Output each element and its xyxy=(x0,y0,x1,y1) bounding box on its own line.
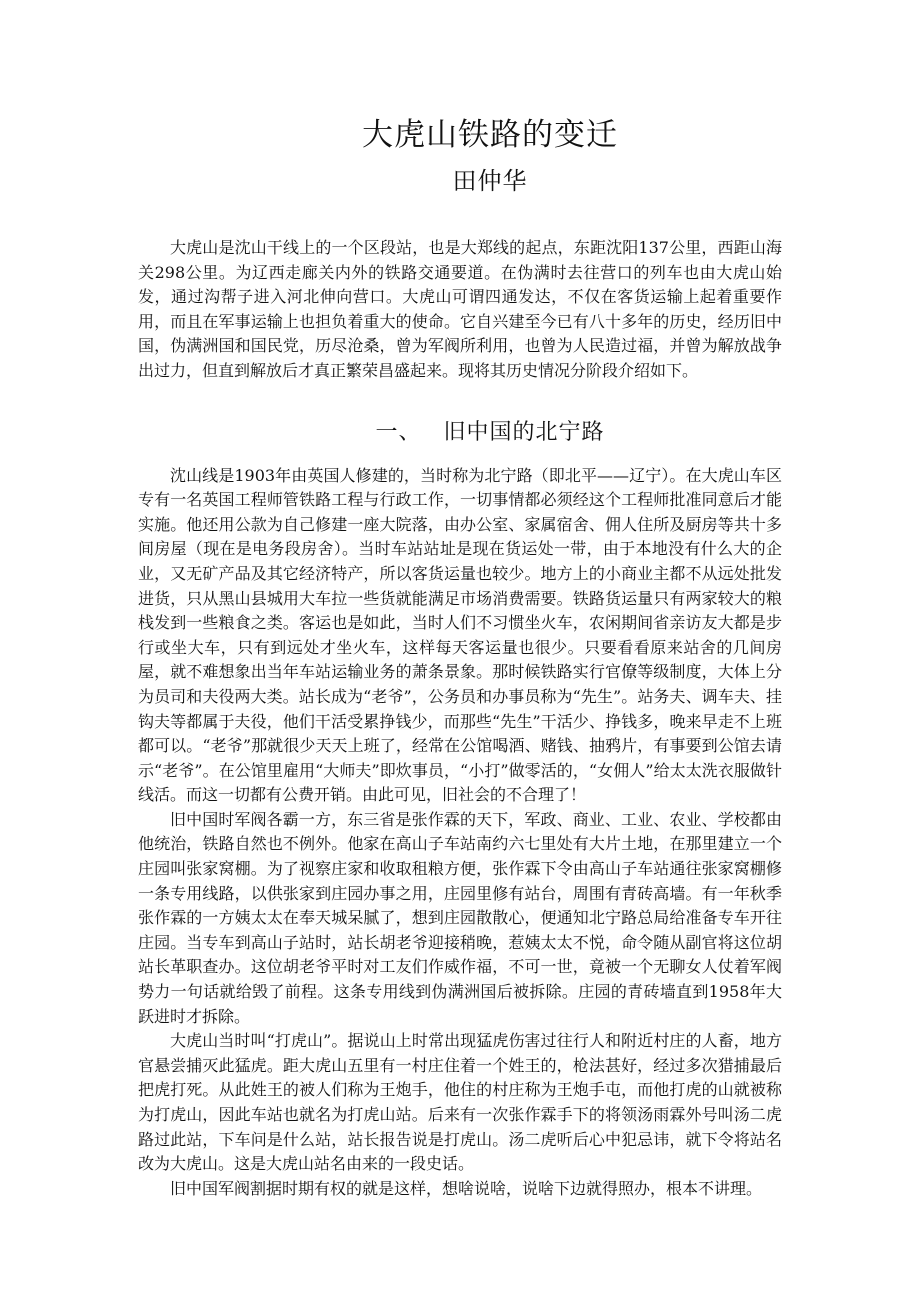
intro-section xyxy=(138,236,782,384)
body-paragraph: 旧中国军阀割据时期有权的就是这样，想啥说啥，说啥下边就得照办，根本不讲理。 xyxy=(170,1178,763,1198)
section-title: 旧中国的北宁路 xyxy=(443,419,605,445)
document-author: 田仲华 xyxy=(452,167,528,195)
body-paragraph: 沈山线是1903年由英国人修建的，当时称为北宁路（即北平——辽宁）。在大虎山车区专有一名英国工程师管铁路工程与行政工作，一切事情都必须经这个工程师批准同意后才能实施。他还用公款为自己修建一座大院落，由办公室、家属宿舍、佣人住所及厨房等共十多间房屋（现在是电务段房舍）。当时车站站址是现在货运处一带，由于本地没有什么大的企业，又无矿产品及其它经济特产，所以客货运量也较少。地方上的小商业主都不从远处批发进货，只从黑山县城用大车拉一些货就能满足市场消费需要。铁路货运量只有两家较大的粮栈发到一些粮食之类。客运也是如此，当时人们不习惯坐火车，农闲期间省亲访友大都是步行或坐大车，只有到远处才坐火车，这样每天客运量也很少。只要看看原来站舍的几间房屋，就不难想象出当年车站运输业务的萧条景象。那时候铁路实行官僚等级制度，大体上分为员司和夫役两大类。站长成为“老爷”，公务员和办事员称为“先生”。站务夫、调车夫、挂钩夫等都属于夫役，他们干活受累挣钱少，而那些“先生”干活少、挣钱多，晚来早走不上班都可以。“老爷”那就很少天天上班了，经常在公馆喝酒、赌钱、抽鸦片，有事要到公馆去请示“老爷”。在公馆里雇用“大师夫”即炊事员，“小打”做零活的，“女佣人”给太太洗衣服做针线活。而这一切都有公费开销。由此可见，旧社会的不合理了！ xyxy=(138,465,782,805)
body-paragraph: 旧中国时军阀各霸一方，东三省是张作霖的天下，军政、商业、工业、农业、学校都由他统治，铁路自然也不例外。他家在高山子车站南约六七里处有大片土地，在那里建立一个庄园叫张家窝棚。为了视察庄家和收取租粮方便，张作霖下令由高山子车站通往张家窝棚修一条专用线路，以供张家到庄园办事之用，庄园里修有站台，周围有青砖高墙。有一年秋季张作霖的一方姨太太在奉天城呆腻了，想到庄园散散心，便通知北宁路总局给准备专车开往庄园。当专车到高山子站时，站长胡老爷迎接稍晚，惹姨太太不悦，命令随从副官将这位胡站长革职查办。这位胡老爷平时对工友们作威作福，不可一世，竟被一个无聊女人仗着军阀势力一句话就给毁了前程。这条专用线到伪满洲国后被拆除。庄园的青砖墙直到1958年大跃进时才拆除。 xyxy=(138,809,782,1026)
intro-paragraph: 大虎山是沈山干线上的一个区段站，也是大郑线的起点，东距沈阳137公里，西距山海关298公里。为辽西走廊关内外的铁路交通要道。在伪满时去往营口的列车也由大虎山始发，通过沟帮子进入河北伸向营口。大虎山可谓四通发达，不仅在客货运输上起着重要作用，而且在军事运输上也担负着重大的使命。它自兴建至今已有八十多年的历史，经历旧中国，伪满洲国和国民党，历尽沧桑，曾为军阀所利用，也曾为人民造过福，并曾为解放战争出过力，但直到解放后才真正繁荣昌盛起来。现将其历史情况分阶段介绍如下。 xyxy=(138,238,782,380)
document-title: 大虎山铁路的变迁 xyxy=(362,117,618,153)
body-paragraph: 大虎山当时叫“打虎山”。据说山上时常出现猛虎伤害过往行人和附近村庄的人畜，地方官悬尝捕灭此猛虎。距大虎山五里有一村庄住着一个姓王的，枪法甚好，经过多次猎捕最后把虎打死。从此姓王的被人们称为王炮手，他住的村庄称为王炮手屯，而他打虎的山就被称为打虎山，因此车站也就名为打虎山站。后来有一次张作霖手下的将领汤雨霖外号叫汤二虎路过此站，下车问是什么站，站长报告说是打虎山。汤二虎听后心中犯忌讳，就下令将站名改为大虎山。这是大虎山站名由来的一段史话。 xyxy=(138,1031,782,1174)
document-page xyxy=(138,112,782,1201)
section-body xyxy=(138,464,782,1202)
section-heading xyxy=(198,418,782,448)
section-number: 一、 xyxy=(375,419,422,445)
